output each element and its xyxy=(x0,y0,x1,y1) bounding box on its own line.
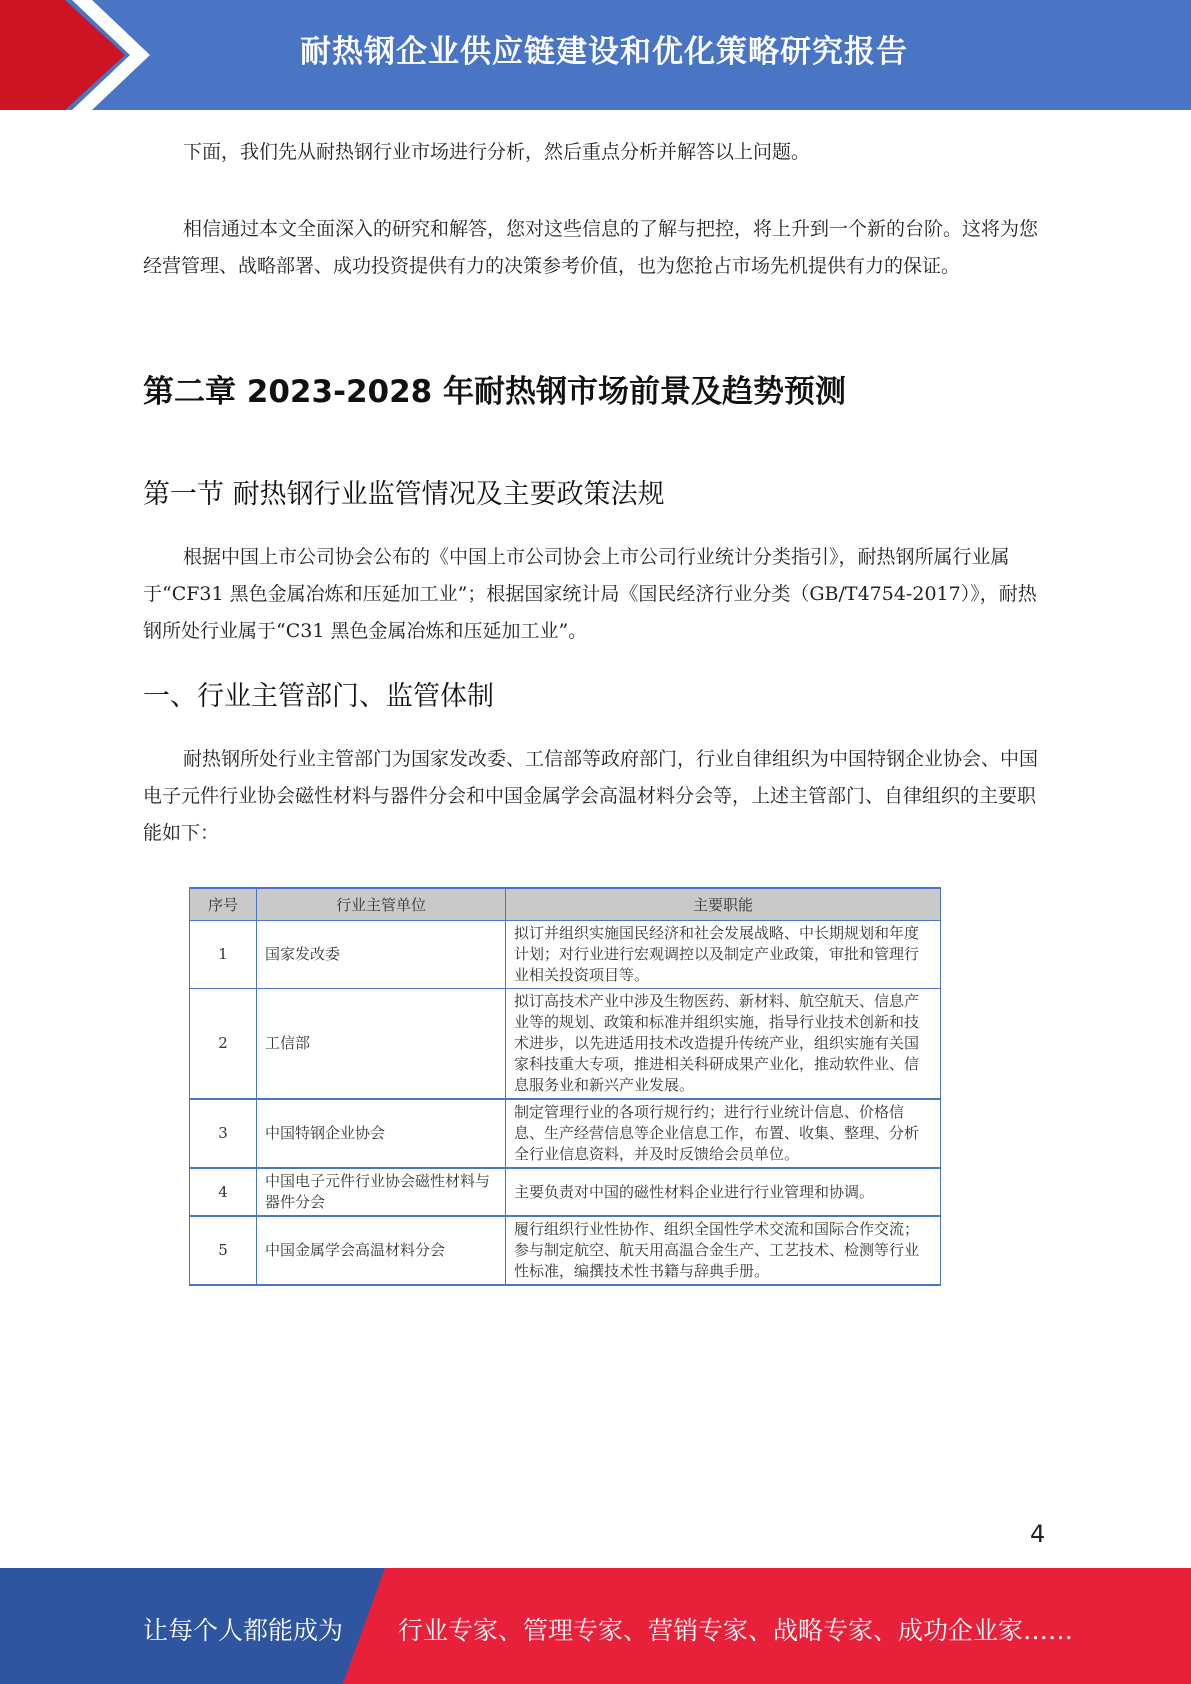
paragraph-1: 下面，我们先从耐热钢行业市场进行分析，然后重点分析并解答以上问题。 xyxy=(183,141,811,163)
paragraph-3: 根据中国上市公司协会公布的《中国上市公司协会上市公司行业统计分类指引》，耐热钢所属行业属于“CF31 黑色金属冶炼和压延加工业”；根据国家统计局《国民经济行业分类（GB/T4754-2017）》，耐热钢所处行业属于“C31 黑色金属冶炼和压延加工业”。 xyxy=(143,546,1037,642)
paragraph-4: 耐热钢所处行业主管部门为国家发改委、工信部等政府部门，行业自律组织为中国特钢企业协会、中国电子元件行业协会磁性材料与器件分会和中国金属学会高温材料分会等，上述主管部门、自律组织的主要职能如下： xyxy=(143,748,1039,844)
row-unit: 中国金属学会高温材料分会 xyxy=(257,1216,506,1285)
row-duty: 履行组织行业性协作、组织全国性学术交流和国际合作交流；参与制定航空、航天用高温合金生产、工艺技术、检测等行业性标准，编撰技术性书籍与辞典手册。 xyxy=(506,1216,941,1285)
row-duty: 拟订高技术产业中涉及生物医药、新材料、航空航天、信息产业等的规划、政策和标准并组织实施，指导行业技术创新和技术进步，以先进适用技术改造提升传统产业，组织实施有关国家科技重大专项，推进相关科研成果产业化，推动软件业、信息服务业和新兴产业发展。 xyxy=(506,989,941,1100)
subsection-heading: 一、行业主管部门、监管体制 xyxy=(143,681,494,712)
authority-paragraph xyxy=(143,741,1043,852)
row-unit: 工信部 xyxy=(257,989,506,1100)
intro-paragraph xyxy=(143,134,1043,171)
page-header xyxy=(0,0,1191,110)
table-row xyxy=(190,1216,941,1285)
table-row xyxy=(190,1168,941,1216)
row-duty: 拟订并组织实施国民经济和社会发展战略、中长期规划和年度计划；对行业进行宏观调控以及制定产业政策，审批和管理行业相关投资项目等。 xyxy=(506,921,941,989)
row-no: 5 xyxy=(190,1216,257,1285)
row-unit: 中国特钢企业协会 xyxy=(257,1099,506,1168)
col-header-unit: 行业主管单位 xyxy=(257,888,506,921)
classification-paragraph xyxy=(143,539,1043,650)
footer-slogan-left: 让每个人都能成为 xyxy=(143,1616,344,1645)
row-no: 2 xyxy=(190,989,257,1100)
regulatory-table xyxy=(189,887,941,1286)
belief-paragraph xyxy=(143,211,1043,285)
footer-slogan-right: 行业专家、管理专家、营销专家、战略专家、成功企业家…… xyxy=(398,1616,1074,1645)
paragraph-2: 相信通过本文全面深入的研究和解答，您对这些信息的了解与把控，将上升到一个新的台阶。这将为您经营管理、战略部署、成功投资提供有力的决策参考价值，也为您抢占市场先机提供有力的保证。 xyxy=(143,218,1039,277)
table-header-row xyxy=(190,888,941,921)
row-no: 3 xyxy=(190,1099,257,1168)
row-no: 4 xyxy=(190,1168,257,1216)
page-number: 4 xyxy=(1030,1520,1046,1548)
row-unit: 国家发改委 xyxy=(257,921,506,989)
table-row xyxy=(190,921,941,989)
table-row xyxy=(190,1099,941,1168)
row-duty: 主要负责对中国的磁性材料企业进行行业管理和协调。 xyxy=(506,1168,941,1216)
table-row xyxy=(190,989,941,1100)
row-no: 1 xyxy=(190,921,257,989)
row-unit: 中国电子元件行业协会磁性材料与器件分会 xyxy=(257,1168,506,1216)
col-header-no: 序号 xyxy=(190,888,257,921)
page-footer xyxy=(0,1568,1191,1684)
section-heading: 第一节 耐热钢行业监管情况及主要政策法规 xyxy=(143,479,665,510)
col-header-duty: 主要职能 xyxy=(506,888,941,921)
report-title: 耐热钢企业供应链建设和优化策略研究报告 xyxy=(300,34,908,70)
chapter-heading: 第二章 2023-2028 年耐热钢市场前景及趋势预测 xyxy=(143,374,847,410)
row-duty: 制定管理行业的各项行规行约；进行行业统计信息、价格信息、生产经营信息等企业信息工作，布置、收集、整理、分析全行业信息资料，并及时反馈给会员单位。 xyxy=(506,1099,941,1168)
